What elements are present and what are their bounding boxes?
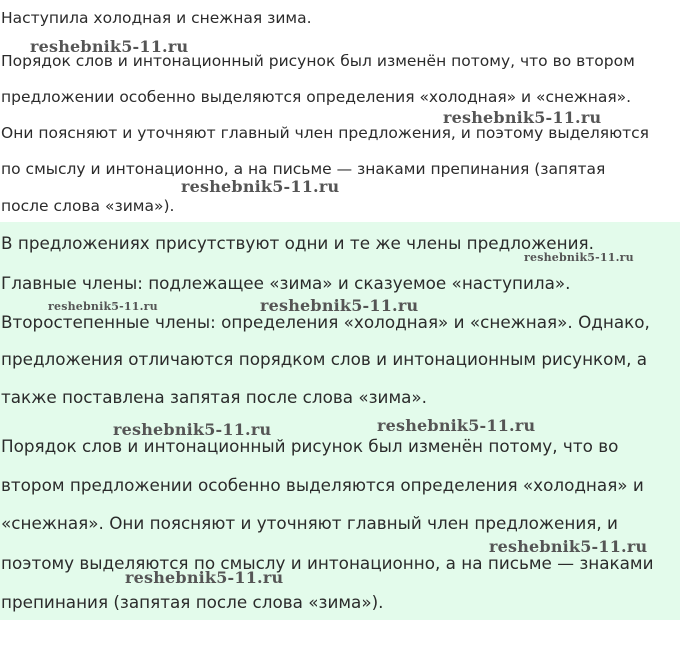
paragraph-line: также поставлена запятая после слова «зима». <box>1 387 428 407</box>
watermark: reshebnik5-11.ru <box>30 37 189 56</box>
paragraph-line: поэтому выделяются по смыслу и интонационно, а на письме — знаками <box>1 553 654 573</box>
watermark: reshebnik5-11.ru <box>260 296 419 315</box>
paragraph-line: В предложениях присутствуют одни и те же члены предложения. <box>1 233 594 253</box>
paragraph-line: после слова «зима»). <box>1 197 175 215</box>
paragraph-line: Порядок слов и интонационный рисунок был изменён потому, что во <box>1 436 619 456</box>
paragraph-line: препинания (запятая после слова «зима»). <box>1 592 384 612</box>
watermark: reshebnik5-11.ru <box>524 251 634 264</box>
paragraph-line: по смыслу и интонационно, а на письме — знаками препинания (запятая <box>1 160 606 178</box>
paragraph-line: предложения отличаются порядком слов и интонационным рисунком, а <box>1 349 648 369</box>
paragraph-line: Они поясняют и уточняют главный член предложения, и поэтому выделяются <box>1 124 649 142</box>
paragraph-line: предложении особенно выделяются определения «холодная» и «снежная». <box>1 88 632 106</box>
watermark: reshebnik5-11.ru <box>181 177 340 196</box>
watermark: reshebnik5-11.ru <box>377 416 536 435</box>
text-section-2 <box>0 222 680 620</box>
paragraph-line: Наступила холодная и снежная зима. <box>1 9 312 27</box>
paragraph-line: втором предложении особенно выделяются определения «холодная» и <box>1 475 644 495</box>
paragraph-line: «снежная». Они поясняют и уточняют главный член предложения, и <box>1 513 618 533</box>
watermark: reshebnik5-11.ru <box>489 537 648 556</box>
watermark: reshebnik5-11.ru <box>113 420 272 439</box>
paragraph-line: Главные члены: подлежащее «зима» и сказуемое «наступила». <box>1 273 571 293</box>
paragraph-line: Второстепенные члены: определения «холодная» и «снежная». Однако, <box>1 312 650 332</box>
watermark: reshebnik5-11.ru <box>443 108 602 127</box>
watermark: reshebnik5-11.ru <box>125 568 284 587</box>
paragraph-line: Порядок слов и интонационный рисунок был изменён потому, что во втором <box>1 52 635 70</box>
watermark: reshebnik5-11.ru <box>48 300 158 313</box>
